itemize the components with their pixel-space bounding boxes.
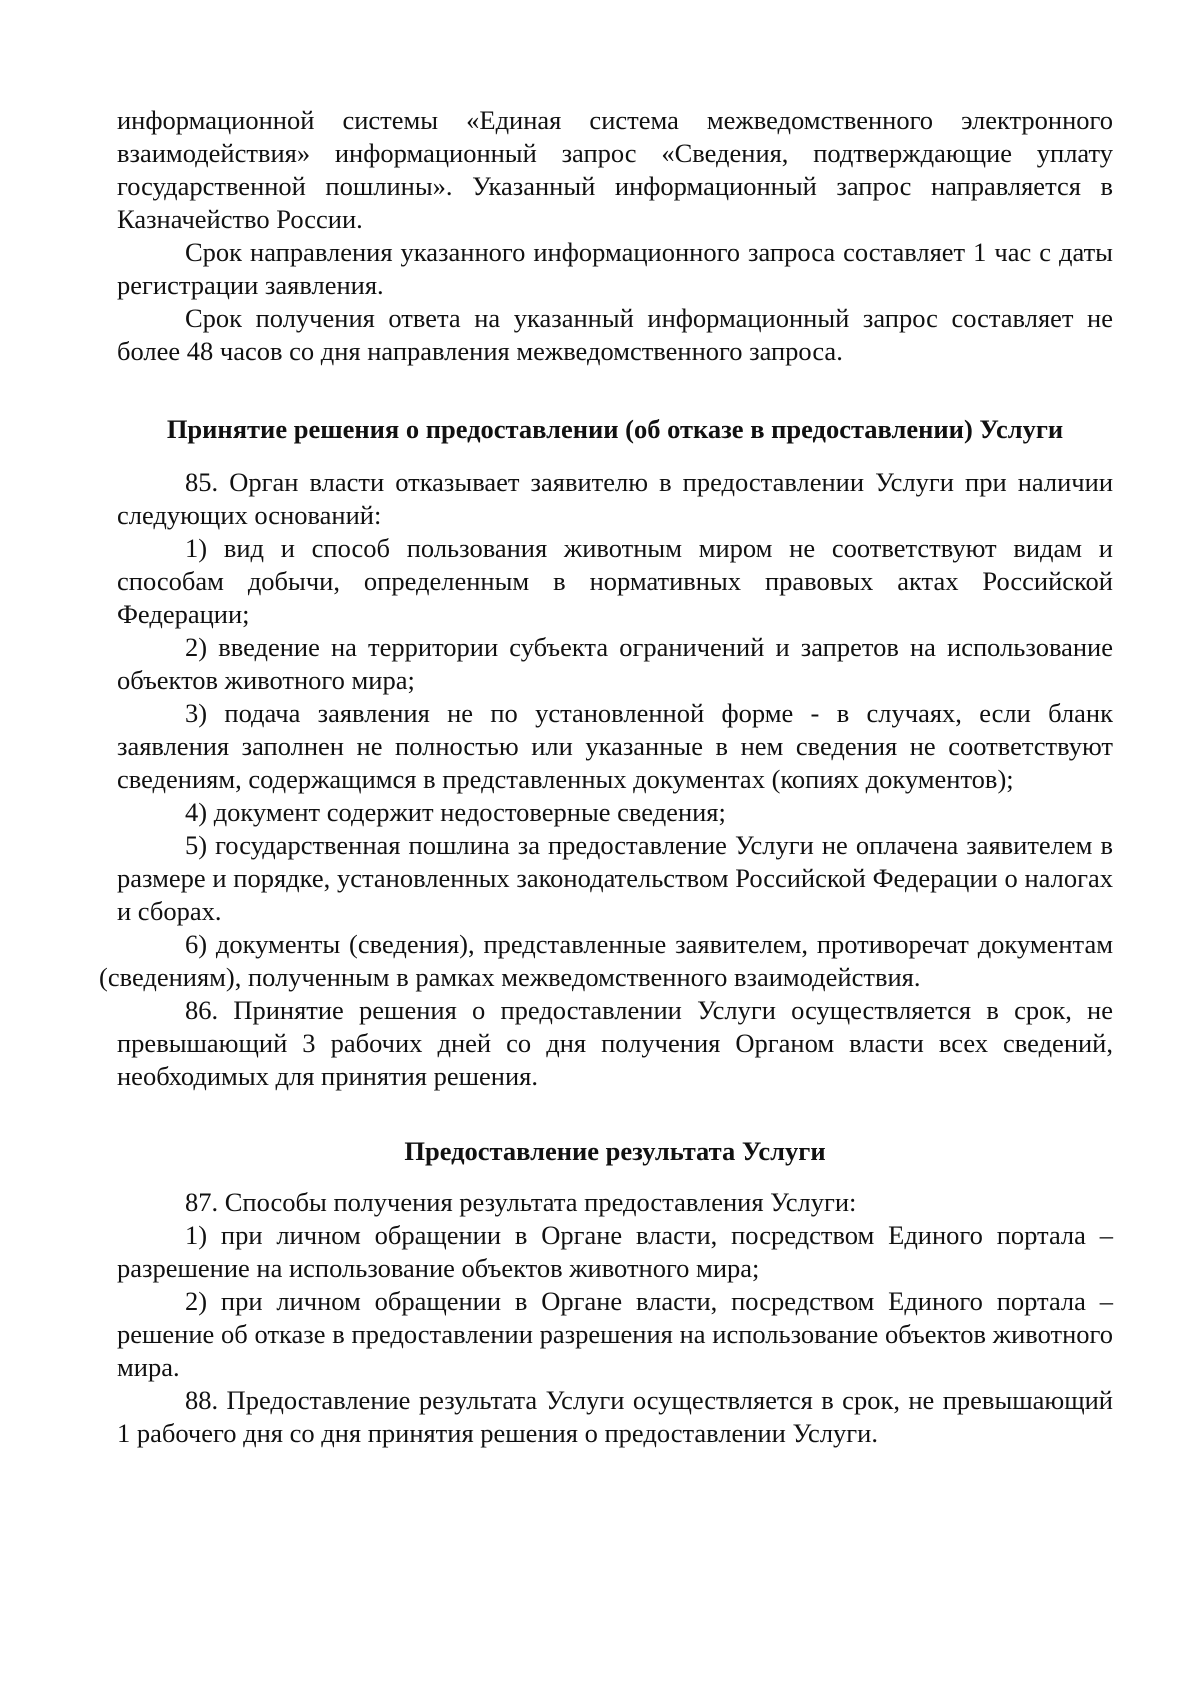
paragraph-87: 87. Способы получения результата предоставления Услуги:	[185, 1187, 857, 1217]
document-page	[99, 104, 1113, 1450]
section-heading-decision: Принятие решения о предоставлении (об отказе в предоставлении) Услуги	[166, 414, 1064, 444]
list-item-85-3: 3) подача заявления не по установленной форме - в случаях, если бланк заявления заполнен не полностью или указанные в нем сведения не соответствуют сведениям, содержащимся в представленных документах (копиях документов);	[117, 698, 1113, 794]
list-item-87-2: 2) при личном обращении в Органе власти, посредством Единого портала – решение об отказе в предоставлении разрешения на использование объектов животного мира.	[117, 1286, 1113, 1382]
paragraph-88: 88. Предоставление результата Услуги осуществляется в срок, не превышающий 1 рабочего дня со дня принятия решения о предоставлении Услуги.	[117, 1385, 1113, 1448]
spacer	[117, 1168, 1113, 1186]
section-heading-result: Предоставление результата Услуги	[404, 1136, 826, 1166]
paragraph-response-deadline: Срок получения ответа на указанный информационный запрос составляет не более 48 часов со дня направления межведомственного запроса.	[117, 303, 1113, 366]
paragraph-85: 85. Орган власти отказывает заявителю в предоставлении Услуги при наличии следующих оснований:	[117, 467, 1113, 530]
paragraph-86: 86. Принятие решения о предоставлении Услуги осуществляется в срок, не превышающий 3 рабочих дней со дня получения Органом власти всех сведений, необходимых для принятия решения.	[117, 995, 1113, 1091]
list-item-85-1: 1) вид и способ пользования животным миром не соответствуют видам и способам добычи, определенным в нормативных правовых актах Российской Федерации;	[117, 533, 1113, 629]
list-item-85-4: 4) документ содержит недостоверные сведения;	[185, 797, 726, 827]
paragraph-request-deadline: Срок направления указанного информационного запроса составляет 1 час с даты регистрации заявления.	[117, 237, 1113, 300]
paragraph-intro-continued: информационной системы «Единая система межведомственного электронного взаимодействия» информационный запрос «Сведения, подтверждающие уплату государственной пошлины». Указанный информационный запрос направляется в Казначейство России.	[117, 105, 1113, 234]
list-item-87-1: 1) при личном обращении в Органе власти, посредством Единого портала – разрешение на использование объектов животного мира;	[117, 1220, 1113, 1283]
spacer	[117, 446, 1113, 466]
spacer	[117, 368, 1113, 413]
list-item-85-5: 5) государственная пошлина за предоставление Услуги не оплачена заявителем в размере и порядке, установленных законодательством Российской Федерации о налогах и сборах.	[117, 830, 1113, 926]
spacer	[117, 1093, 1113, 1135]
list-item-85-2: 2) введение на территории субъекта ограничений и запретов на использование объектов животного мира;	[117, 632, 1113, 695]
list-item-85-6: 6) документы (сведения), представленные заявителем, противоречат документам (сведениям), полученным в рамках межведомственного взаимодействия.	[99, 929, 1113, 992]
